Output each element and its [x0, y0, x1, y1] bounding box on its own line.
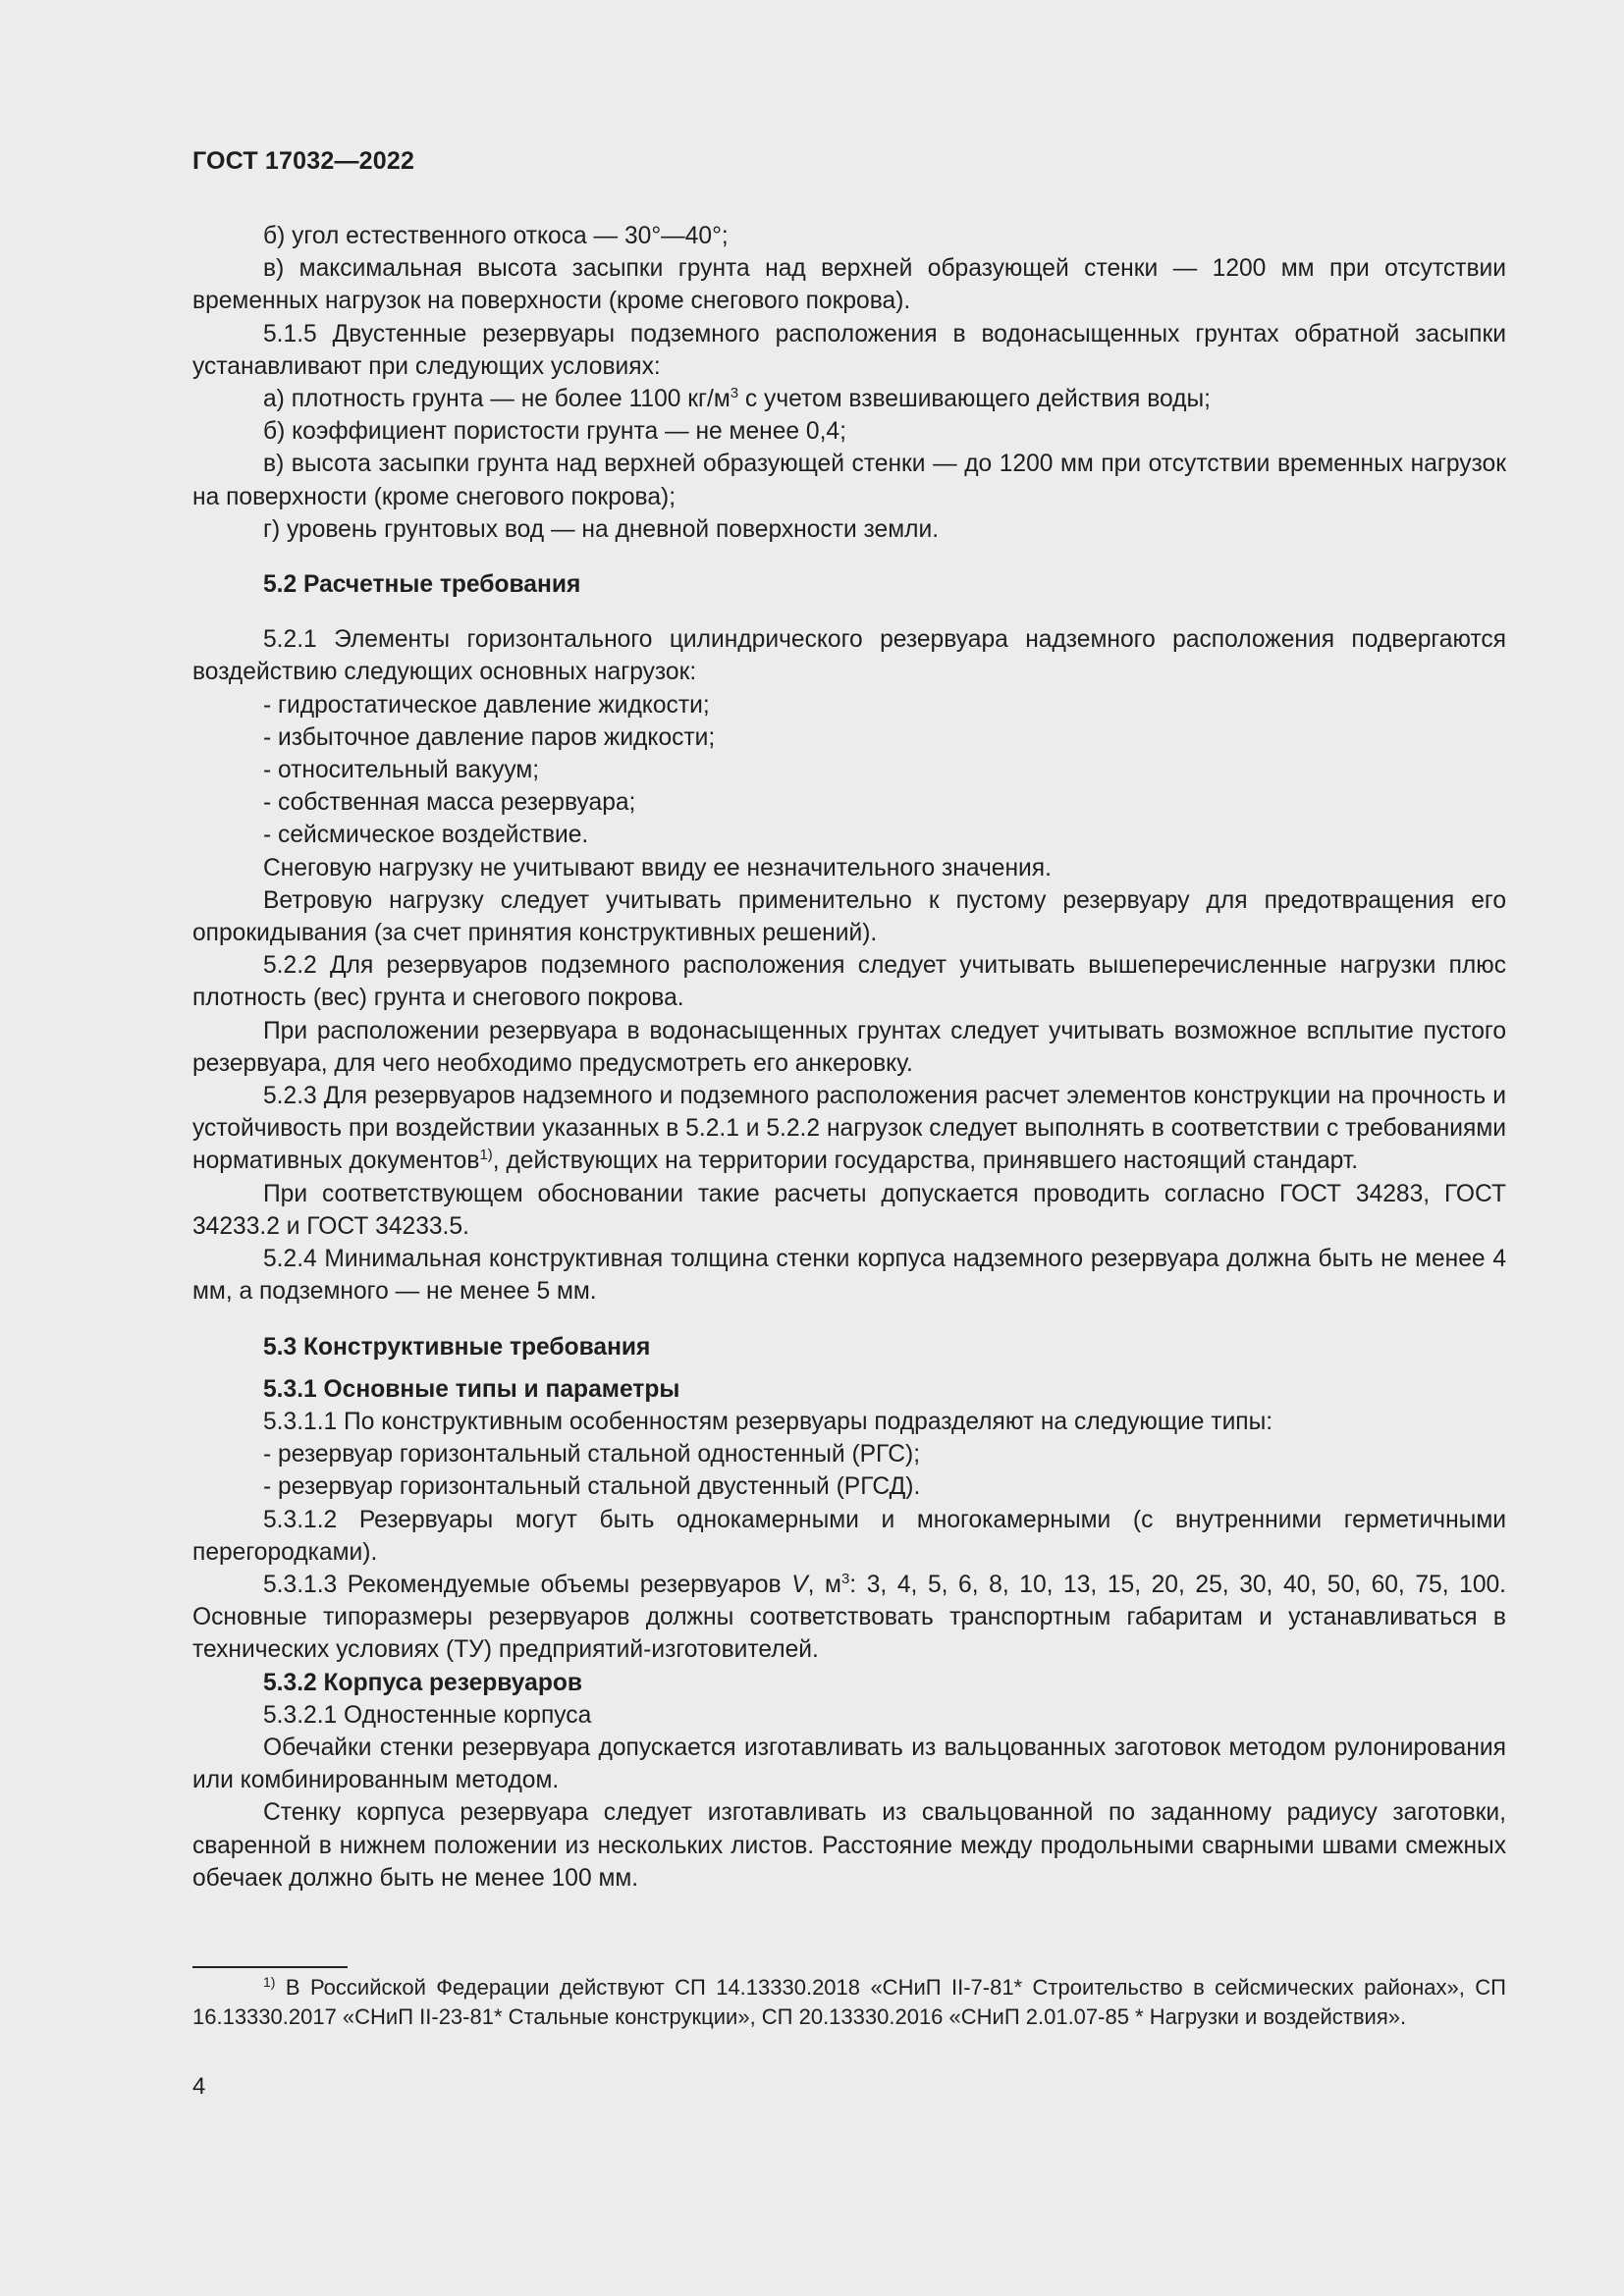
paragraph	[192, 1080, 1506, 1178]
text-run: с учетом взвешивающего действия воды;	[738, 386, 1211, 413]
paragraph: При соответствующем обосновании такие расчеты допускается проводить согласно ГОСТ 34283, ГОСТ 34233.2 и ГОСТ 34233.5.	[192, 1180, 1506, 1240]
paragraph: Ветровую нагрузку следует учитывать применительно к пустому резервуару для предотвращения его опрокидывания (за счет принятия конструктивных решений).	[192, 886, 1506, 947]
document-body	[192, 220, 1506, 1895]
paragraph: в) максимальная высота засыпки грунта над верхней образующей стенки — 1200 мм при отсутствии временных нагрузок на поверхности (кроме снегового покрова).	[192, 255, 1506, 315]
footnote-mark: 1)	[263, 1974, 276, 1990]
text-run: : 3, 4, 5, 6, 8, 10, 13, 15, 20, 25, 30, 40, 50, 60, 75, 100. Основные типоразмеры резервуаров должны соответствовать транспортным габаритам и устанавливаться в технических условиях (ТУ) предприятий-изготовителей.	[192, 1571, 1507, 1664]
list-item: - относительный вакуум;	[263, 757, 540, 784]
text-run: 5.2.3 Для резервуаров надземного и подземного расположения расчет элементов конструкции на прочность и устойчивость при воздействии указанных в 5.2.1 и 5.2.2 нагрузок следует выполнять в соответствии с требованиями нормативных документов	[192, 1083, 1506, 1175]
superscript: 3	[730, 385, 739, 402]
document-header: ГОСТ 17032—2022	[192, 147, 415, 175]
paragraph: При расположении резервуара в водонасыщенных грунтах следует учитывать возможное всплытие пустого резервуара, для чего необходимо предусмотреть его анкеровку.	[192, 1017, 1506, 1077]
paragraph: г) уровень грунтовых вод — на дневной поверхности земли.	[263, 515, 940, 543]
footnote-text: В Российской Федерации действуют СП 14.13330.2018 «СНиП II-7-81* Строительство в сейсмических районах», СП 16.13330.2017 «СНиП II-23-81* Стальные конструкции», СП 20.13330.2016 «СНиП 2.01.07-85 * Нагрузки и воздействия».	[192, 1975, 1506, 2029]
paragraph: 5.2.1 Элементы горизонтального цилиндрического резервуара надземного расположения подвергаются воздействию следующих основных нагрузок:	[192, 626, 1506, 686]
list-item: - резервуар горизонтальный стальной двустенный (РГСД).	[263, 1473, 921, 1501]
list-item: - гидростатическое давление жидкости;	[263, 691, 710, 719]
paragraph: б) угол естественного откоса — 30°—40°;	[263, 223, 729, 249]
subsection-heading-5-3-2: 5.3.2 Корпуса резервуаров	[263, 1669, 583, 1696]
paragraph: 5.2.2 Для резервуаров подземного расположения следует учитывать вышеперечисленные нагрузки плюс плотность (вес) грунта и снегового покрова.	[192, 952, 1506, 1012]
list-item: - резервуар горизонтальный стальной одностенный (РГС);	[263, 1441, 921, 1468]
paragraph: Обечайки стенки резервуара допускается изготавливать из вальцованных заготовок методом рулонирования или комбинированным методом.	[192, 1734, 1506, 1794]
list-item: - собственная масса резервуара;	[263, 789, 636, 817]
paragraph: 5.3.2.1 Одностенные корпуса	[263, 1701, 592, 1729]
paragraph: 5.1.5 Двустенные резервуары подземного расположения в водонасыщенных грунтах обратной засыпки устанавливают при следующих условиях:	[192, 320, 1506, 380]
list-item: - сейсмическое воздействие.	[263, 822, 589, 849]
footnote-ref: 1)	[479, 1147, 493, 1164]
text-run: а) плотность грунта — не более 1100 кг/м	[263, 386, 731, 413]
paragraph: 5.3.1.1 По конструктивным особенностям резервуары подразделяют на следующие типы:	[263, 1408, 1273, 1435]
page-number: 4	[192, 2073, 206, 2100]
subsection-heading-5-3-1: 5.3.1 Основные типы и параметры	[263, 1375, 680, 1403]
variable-v: V	[791, 1571, 808, 1598]
paragraph: 5.2.4 Минимальная конструктивная толщина стенки корпуса надземного резервуара должна быть не менее 4 мм, а подземного — не менее 5 мм.	[192, 1246, 1506, 1306]
footnote	[192, 1973, 1506, 2031]
text-run: , м	[807, 1571, 841, 1598]
list-item: - избыточное давление паров жидкости;	[263, 723, 716, 751]
paragraph: в) высота засыпки грунта над верхней образующей стенки — до 1200 мм при отсутствии временных нагрузок на поверхности (кроме снегового покрова);	[192, 451, 1506, 510]
paragraph: 5.3.1.2 Резервуары могут быть однокамерными и многокамерными (с внутренними герметичными перегородками).	[192, 1506, 1506, 1566]
paragraph: Стенку корпуса резервуара следует изготавливать из свальцованной по заданному радиусу заготовки, сваренной в нижнем положении из нескольких листов. Расстояние между продольными сварными швами смежных обечаек должно быть не менее 100 мм.	[192, 1799, 1506, 1892]
paragraph	[192, 1569, 1506, 1667]
paragraph	[192, 383, 1506, 415]
section-heading-5-3: 5.3 Конструктивные требования	[263, 1333, 651, 1361]
text-run: , действующих на территории государства, принявшего настоящий стандарт.	[492, 1148, 1359, 1175]
paragraph: Снеговую нагрузку не учитывают ввиду ее незначительного значения.	[263, 854, 1052, 881]
superscript: 3	[840, 1570, 850, 1587]
text-run: 5.3.1.3 Рекомендуемые объемы резервуаров	[263, 1571, 792, 1598]
section-heading-5-2: 5.2 Расчетные требования	[263, 571, 581, 599]
footnote-divider	[192, 1966, 348, 1968]
paragraph: б) коэффициент пористости грунта — не менее 0,4;	[263, 418, 846, 446]
